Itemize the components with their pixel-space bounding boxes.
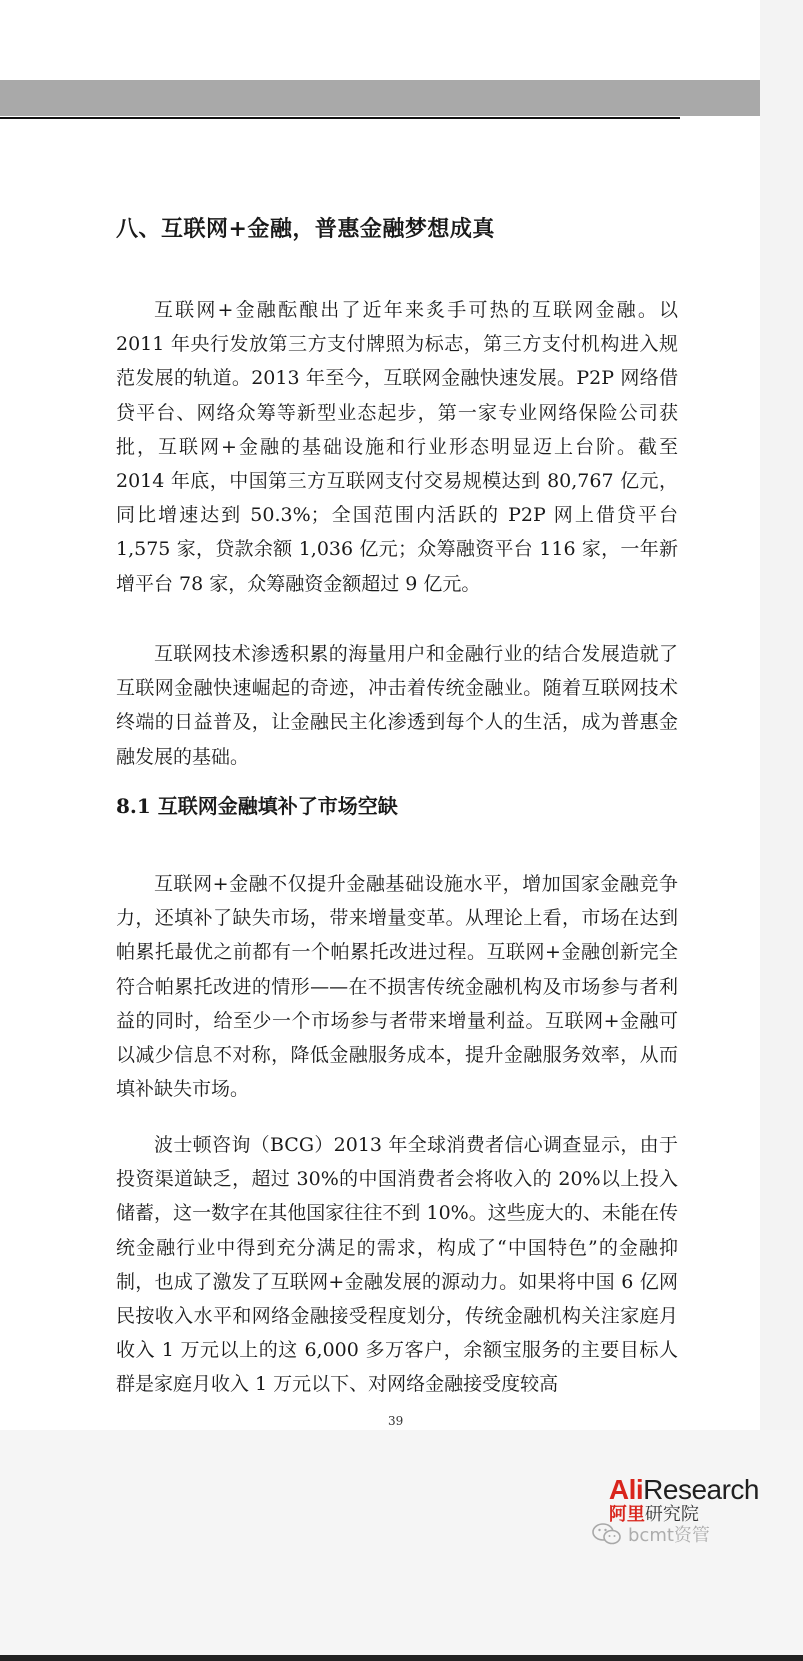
- subsection-title: 8.1 互联网金融填补了市场空缺: [116, 794, 398, 818]
- logo-ali-text: Ali: [608, 1474, 644, 1505]
- wechat-icon: [592, 1522, 622, 1546]
- bottom-border: [0, 1655, 803, 1661]
- logo-research-text: Research: [643, 1474, 759, 1505]
- header-rule: [0, 117, 680, 119]
- paragraph-1: 互联网+金融酝酿出了近年来炙手可热的互联网金融。以 2011 年央行发放第三方支付牌照为标志，第三方支付机构进入规范发展的轨道。2013 年至今，互联网金融快速发展。P2P 网络借贷平台、网络众筹等新型业态起步，第一家专业网络保险公司获批，互联网+金融的基础设施和行业形态明显迈上台阶。截至 2014 年底，中国第三方互联网支付交易规模达到 80,767 亿元，同比增速达到 50.3%；全国范围内活跃的 P2P 网上借贷平台 1,575 家，贷款余额 1,036 亿元；众筹融资平台 116 家，一年新增平台 78 家，众筹融资金额超过 9 亿元。: [116, 299, 678, 595]
- watermark: [592, 1521, 710, 1547]
- aliresearch-logo: [609, 1474, 759, 1526]
- right-gutter: [760, 0, 803, 1661]
- header-bar: [0, 80, 760, 116]
- section-title: 八、互联网+金融，普惠金融梦想成真: [116, 216, 495, 242]
- logo-wordmark: [609, 1474, 759, 1506]
- paragraph-3: 互联网+金融不仅提升金融基础设施水平，增加国家金融竞争力，还填补了缺失市场，带来增量变革。从理论上看，市场在达到帕累托最优之前都有一个帕累托改进过程。互联网+金融创新完全符合帕累托改进的情形——在不损害传统金融机构及市场参与者利益的同时，给至少一个市场参与者带来增量利益。互联网+金融可以减少信息不对称，降低金融服务成本，提升金融服务效率，从而填补缺失市场。: [116, 873, 678, 1101]
- paragraph-4: 波士顿咨询（BCG）2013 年全球消费者信心调查显示，由于投资渠道缺乏，超过 30%的中国消费者会将收入的 20%以上投入储蓄，这一数字在其他国家往往不到 10%。这些庞大的、未能在传统金融行业中得到充分满足的需求，构成了“中国特色”的金融抑制，也成了激发了互联网+金融发展的源动力。如果将中国 6 亿网民按收入水平和网络金融接受程度划分，传统金融机构关注家庭月收入 1 万元以上的这 6,000 多万客户，余额宝服务的主要目标人群是家庭月收入 1 万元以下、对网络金融接受度较高: [116, 1134, 678, 1396]
- paragraph-2: 互联网技术渗透积累的海量用户和金融行业的结合发展造就了互联网金融快速崛起的奇迹，冲击着传统金融业。随着互联网技术终端的日益普及，让金融民主化渗透到每个人的生活，成为普惠金融发展的基础。: [116, 643, 678, 768]
- logo-cn-red-text: 阿里: [608, 1504, 645, 1525]
- watermark-text: bcmt资管: [628, 1525, 710, 1546]
- logo-cn-dark-text: 研究院: [644, 1504, 699, 1525]
- page-number: 39: [388, 1414, 404, 1428]
